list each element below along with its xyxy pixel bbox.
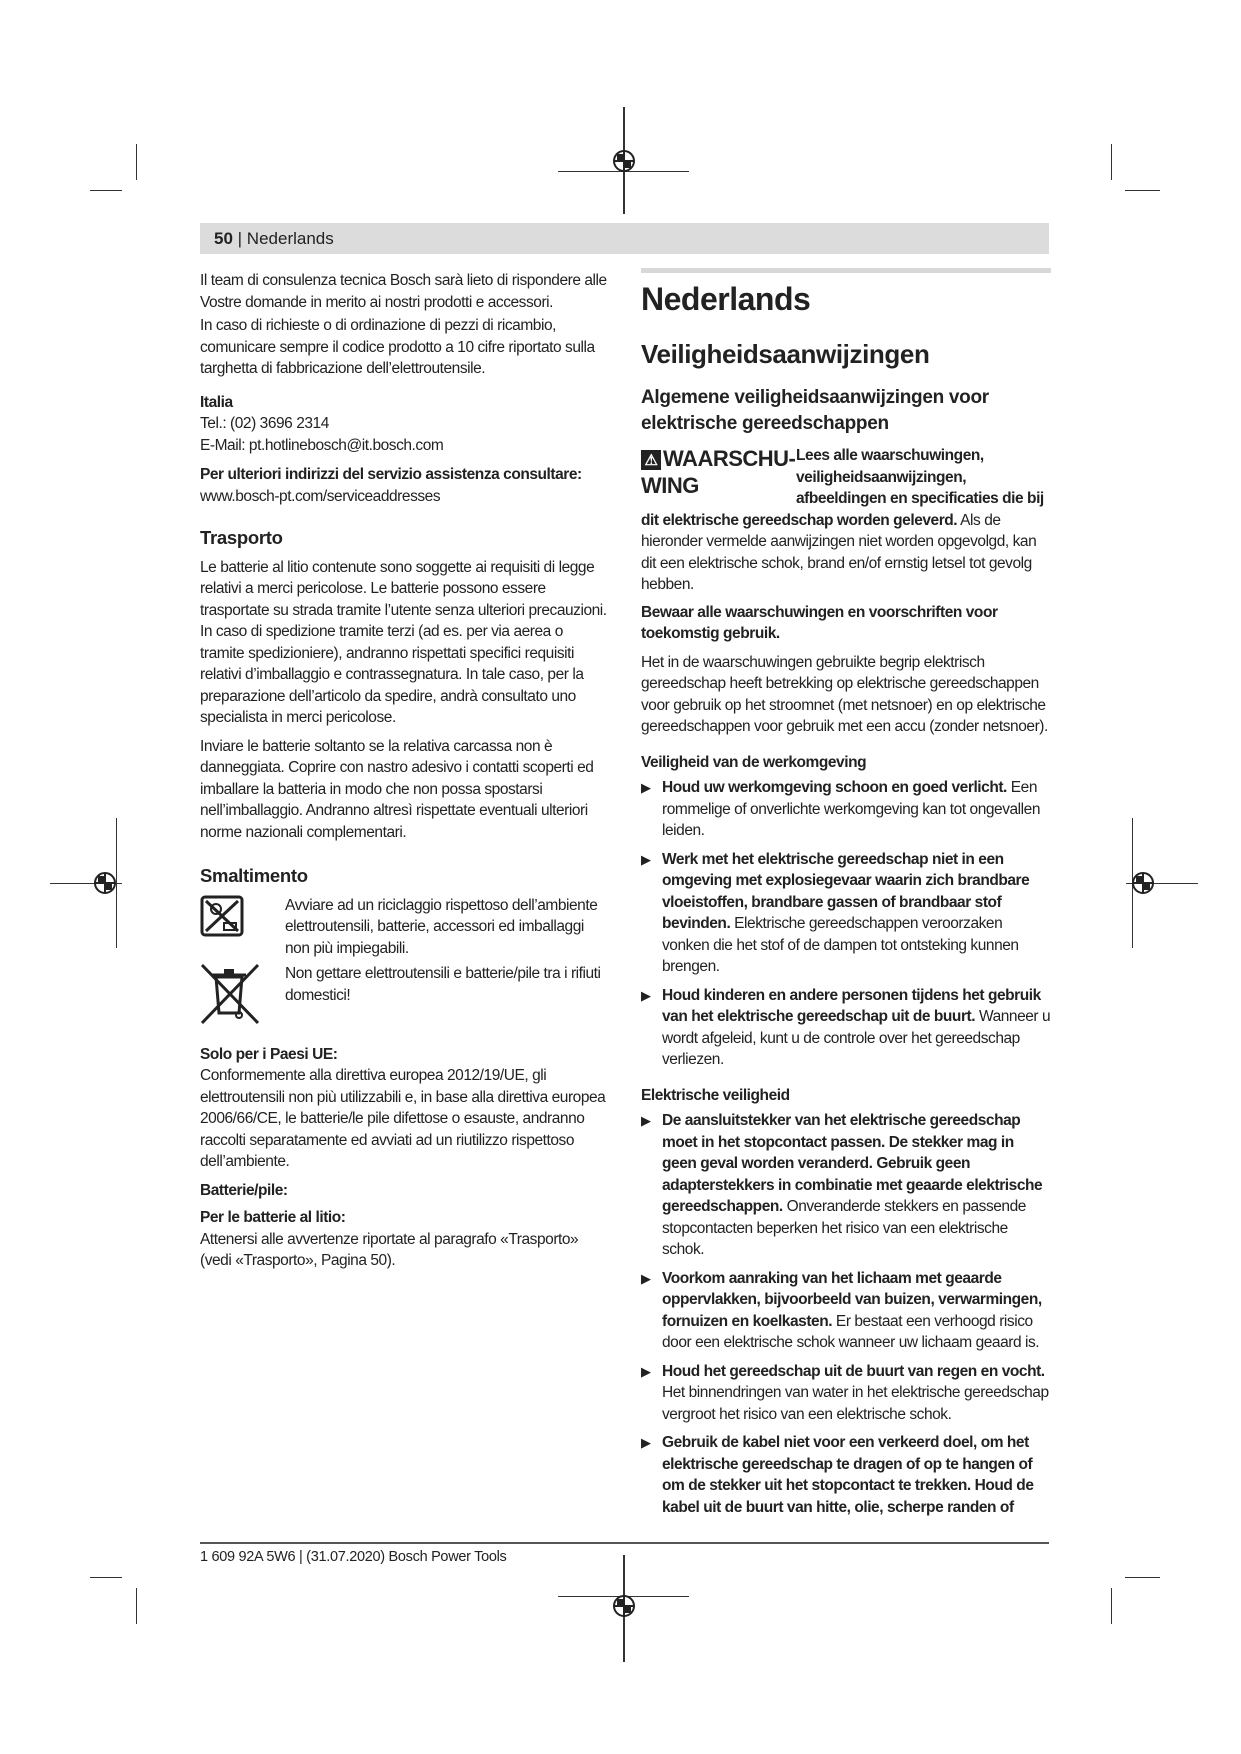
registration-mark-left (94, 872, 116, 894)
bullet-bold-text: Voorkom aanraking van het lichaam met geaarde oppervlakken, bijvoorbeeld van buizen, verwarmingen, fornuizen en koelkasten. (662, 1269, 1042, 1330)
language-title: Nederlands (641, 281, 811, 317)
bullet-triangle-icon: ▶ (641, 851, 651, 867)
bullet-bold-text: Werk met het elektrische gereedschap niet in een omgeving met explosiegevaar waarin zich brandbare vloeistoffen, brandbare gassen of brandbaar stof bevinden. (662, 850, 1030, 932)
bullet-text: Onveranderde stekkers en passende stopcontacten beperken het risico van een elektrische schok. (662, 1198, 1026, 1258)
general-safety-heading: Algemene veiligheidsaanwijzingen voor elektrische gereedschappen (641, 387, 989, 434)
warning-triangle-icon: ⚠ (641, 450, 661, 470)
bullet-triangle-icon: ▶ (641, 1435, 651, 1450)
service-url: www.bosch-pt.com/serviceaddresses (200, 487, 441, 505)
electrical-heading: Elektrische veiligheid (641, 1086, 790, 1104)
footer-rule (200, 1542, 1049, 1544)
bullet-item (641, 1361, 1051, 1426)
warning-block (641, 445, 1051, 596)
left-column (200, 270, 610, 1279)
disposal-item (200, 963, 610, 1032)
safety-title: Veiligheidsaanwijzingen (641, 339, 930, 369)
more-addresses-label: Per ulteriori indirizzi del servizio assistenza consultare: (200, 466, 582, 483)
registration-mark-right (1132, 872, 1154, 894)
disposal-text: Non gettare elettroutensili e batterie/pile tra i rifiuti domestici! (285, 965, 601, 1004)
bullet-text: Er bestaat een verhoogd risico door een elektrische schok wanneer uw lichaam geaard is. (662, 1312, 1040, 1351)
trasporto-paragraph: In caso di spedizione tramite terzi (ad es. per via aerea o tramite spedizioniere), andranno rispettati specifici requisiti relativi d’imballaggio e contrassegnatura. In tale caso, per la preparazione dell’articolo da spedire, andrà consultato uno specialista in merci pericolose. (200, 623, 584, 726)
page-header: 50 | Nederlands (200, 223, 1049, 254)
recycle-tool-icon (200, 895, 244, 939)
crossed-bin-icon (200, 963, 260, 1025)
intro-paragraph: In caso di richieste o di ordinazione di pezzi di ricambio, comunicare sempre il codice prodotto a 10 cifre riportato sulla targhetta di fabbricazione dell’elettroutensile. (200, 317, 595, 377)
bullet-triangle-icon: ▶ (641, 1113, 651, 1128)
bullet-triangle-icon: ▶ (641, 987, 651, 1003)
registration-mark-top (613, 150, 635, 172)
bullet-text: Een rommelige of onverlichte werkomgeving kan tot ongevallen leiden. (662, 779, 1041, 839)
trasporto-paragraph: Le batterie al litio contenute sono soggette ai requisiti di legge relativi a merci pericolose. Le batterie possono essere trasportate su strada tramite l’utente senza ulteriori precauzioni. (200, 558, 607, 619)
bullet-text: Het binnendringen van water in het elektrische gereedschap vergroot het risico van een elektrische schok. (662, 1384, 1049, 1423)
keep-instructions: Bewaar alle waarschuwingen en voorschriften voor toekomstig gebruik. (641, 603, 998, 642)
contact-country: Italia (200, 393, 233, 411)
batteries-label: Batterie/pile: (200, 1181, 288, 1199)
bullet-item (641, 1268, 1051, 1354)
registration-mark-bottom (613, 1595, 635, 1617)
bullet-text: Elektrische gereedschappen veroorzaken vonken die het stof of de dampen tot ontsteking kunnen brengen. (662, 915, 1019, 975)
bullet-bold-text: Gebruik de kabel niet voor een verkeerd doel, om het elektrische gereedschap te dragen of op te hangen of om de stekker uit het stopcontact te trekken. Houd de kabel uit de buurt van hitte, olie, scherpe randen of (662, 1434, 1034, 1516)
bullet-triangle-icon: ▶ (641, 1270, 651, 1286)
bullet-item (641, 1432, 1051, 1518)
workarea-heading: Veiligheid van de werkomgeving (641, 753, 867, 771)
contact-email: E-Mail: pt.hotlinebosch@it.bosch.com (200, 436, 444, 454)
bullet-bold-text: Houd kinderen en andere personen tijdens het gebruik van het elektrische gereedschap uit de buurt. (662, 986, 1041, 1025)
section-rule (641, 268, 1051, 273)
lithium-label: Per le batterie al litio: (200, 1209, 346, 1226)
bullet-item (641, 777, 1051, 842)
bullet-item (641, 849, 1051, 978)
contact-tel: Tel.: (02) 3696 2314 (200, 415, 329, 432)
right-column (641, 268, 1051, 1525)
header-section: Nederlands (246, 229, 334, 248)
trasporto-heading: Trasporto (200, 527, 283, 548)
bullet-item (641, 985, 1051, 1071)
intro-paragraph: Il team di consulenza tecnica Bosch sarà lieto di rispondere alle Vostre domande in merito ai nostri prodotti e accessori. (200, 272, 607, 311)
disposal-item (200, 895, 610, 960)
trasporto-paragraph: Inviare le batterie soltanto se la relativa carcassa non è danneggiata. Coprire con nastro adesivo i contatti scoperti ed imballare la batteria in modo che non possa spostarsi nell’imballaggio. Andranno altresì rispettate eventuali ulteriori norme nazionali complementari. (200, 737, 594, 841)
bullet-triangle-icon: ▶ (641, 1363, 651, 1379)
eu-text: Conformemente alla direttiva europea 2012/19/UE, gli elettroutensili non più utilizzabili e, in base alla direttiva europea 2006/66/CE, le batterie/le pile difettose o esauste, andranno raccolti separatamente ed avviati ad un riutilizzo rispettoso dell’ambiente. (200, 1067, 606, 1170)
warning-label: WAARSCHU-WING (641, 446, 796, 498)
smaltimento-heading: Smaltimento (200, 865, 308, 886)
bullet-item (641, 1110, 1051, 1261)
eu-label: Solo per i Paesi UE: (200, 1045, 338, 1063)
bullet-bold-text: Houd uw werkomgeving schoon en goed verlicht. (662, 779, 1007, 796)
bullet-bold-text: Houd het gereedschap uit de buurt van regen en vocht. (662, 1362, 1045, 1380)
page-footer: 1 609 92A 5W6 | (31.07.2020) Bosch Power Tools (200, 1549, 507, 1565)
definition-text: Het in de waarschuwingen gebruikte begrip elektrisch gereedschap heeft betrekking op elektrische gereedschappen voor gebruik op het stroomnet (met netsnoer) en op elektrische gereedschappen voor gebruik met een accu (zonder netsnoer). (641, 653, 1048, 735)
warning-text: Als de hieronder vermelde aanwijzingen niet worden opgevolgd, kan dit een elektrische schok, brand en/of ernstig letsel tot gevolg hebben. (641, 511, 1037, 593)
disposal-text: Avviare ad un riciclaggio rispettoso dell’ambiente elettroutensili, batterie, accessori ed imballaggi non più impiegabili. (285, 896, 598, 957)
bullet-bold-text: De aansluitstekker van het elektrische gereedschap moet in het stopcontact passen. De stekker mag in geen geval worden veranderd. Gebruik geen adapterstekkers in combinatie met geaarde elektrische gereedschappen. (662, 1112, 1043, 1215)
lithium-text: Attenersi alle avvertenze riportate al paragrafo «Trasporto» (vedi «Trasporto», Pagina 50). (200, 1230, 579, 1269)
warning-bold-text: Lees alle waarschuwingen, veiligheidsaanwijzingen, afbeeldingen en specificaties die bij dit elektrische gereedschap worden geleverd. (641, 447, 1044, 529)
bullet-triangle-icon: ▶ (641, 780, 651, 795)
page-number: 50 (214, 229, 233, 248)
bullet-text: Wanneer u wordt afgeleid, kunt u de controle over het gereedschap verliezen. (662, 1008, 1051, 1068)
